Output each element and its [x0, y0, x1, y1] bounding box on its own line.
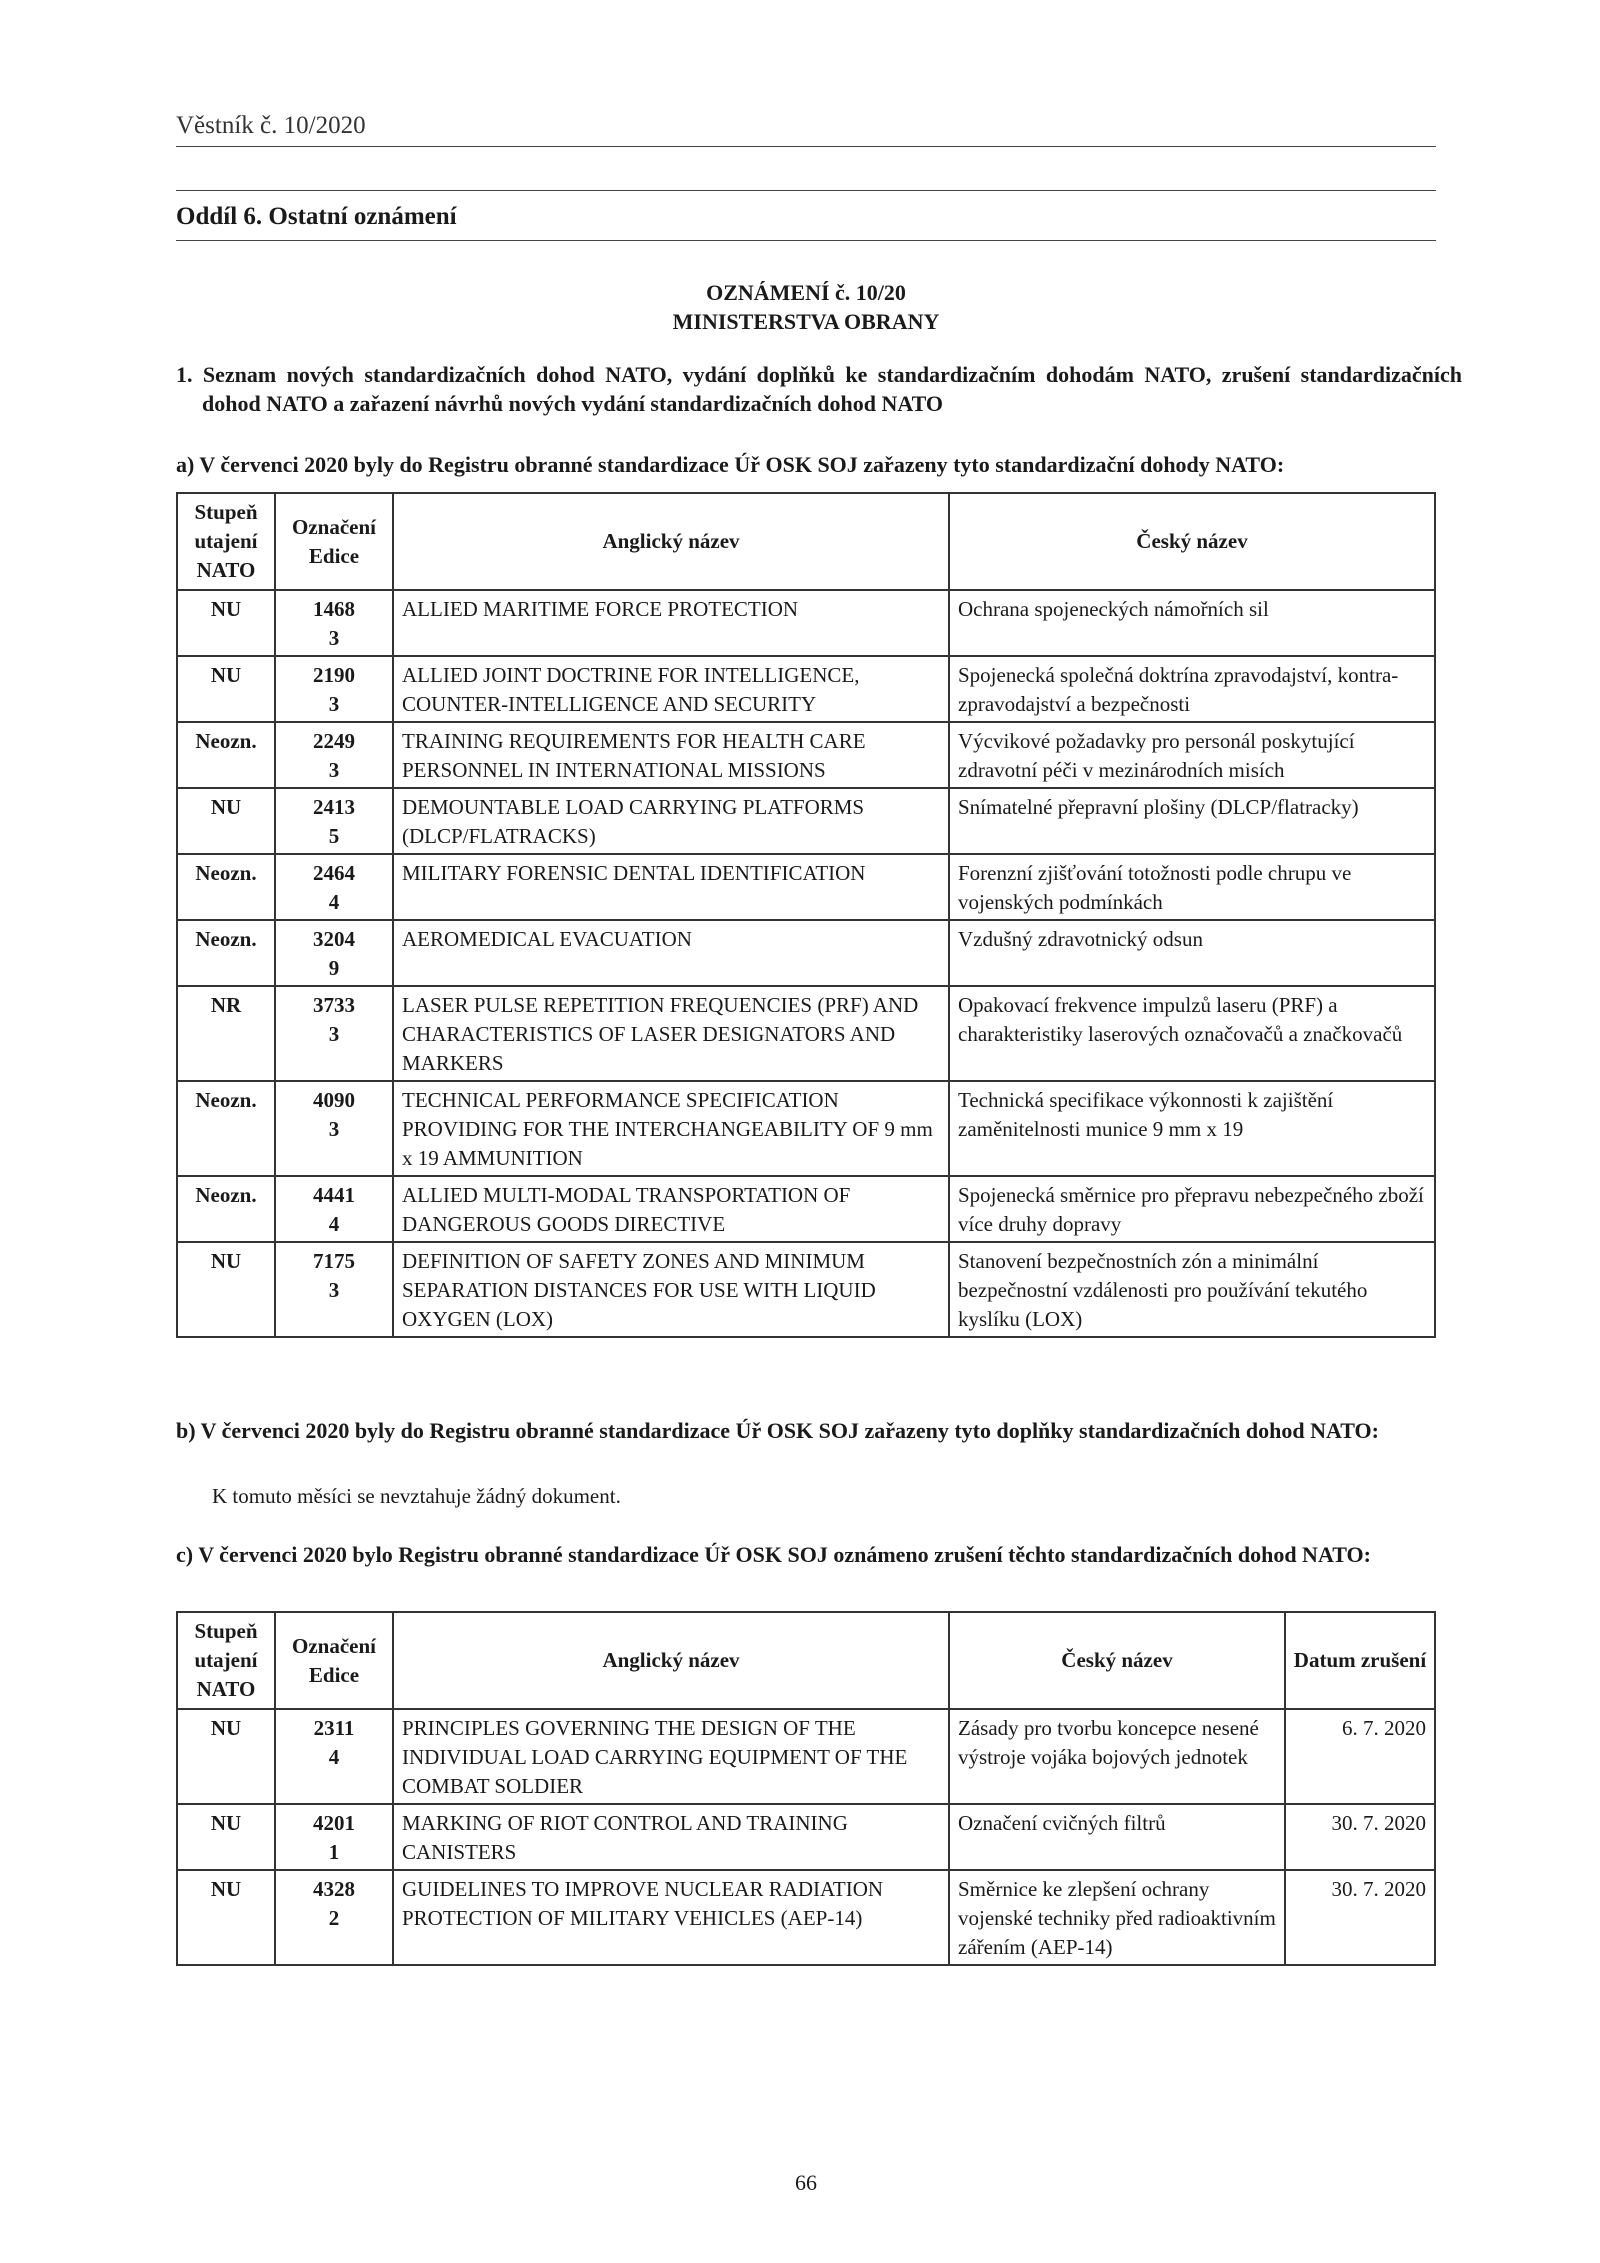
header-level: Stupeň utajení NATO [177, 1612, 275, 1709]
header-rule [176, 146, 1436, 147]
stanag-number: 7175 [313, 1249, 355, 1273]
table-row [177, 590, 1435, 656]
english-name-cell: GUIDELINES TO IMPROVE NUCLEAR RADIATION PROTECTION OF MILITARY VEHICLES (AEP-14) [393, 1870, 949, 1965]
czech-name-cell: Označení cvičných filtrů [949, 1804, 1285, 1870]
edition-number: 3 [328, 1022, 340, 1046]
czech-name-cell: Technická specifikace výkonnosti k zajištění zaměnitelnosti munice 9 mm x 19 [949, 1081, 1435, 1176]
header-level: Stupeň utajení NATO [177, 493, 275, 590]
mark-cell [275, 1242, 393, 1337]
edition-number: 5 [328, 824, 340, 848]
section-rule-bottom [176, 240, 1436, 241]
mark-cell [275, 854, 393, 920]
mark-cell [275, 920, 393, 986]
page-number: 66 [795, 2170, 817, 2195]
edition-number: 2 [328, 1906, 340, 1930]
mark-cell [275, 1081, 393, 1176]
table-row [177, 1176, 1435, 1242]
english-name-cell: ALLIED MULTI-MODAL TRANSPORTATION OF DANGEROUS GOODS DIRECTIVE [393, 1176, 949, 1242]
level-cell: Neozn. [177, 854, 275, 920]
header-english: Anglický název [393, 1612, 949, 1709]
table-header-row [177, 493, 1435, 590]
edition-number: 3 [328, 692, 340, 716]
mark-cell [275, 1804, 393, 1870]
mark-cell [275, 1870, 393, 1965]
czech-name-cell: Spojenecká společná doktrína zpravodajství, kontra-zpravodajství a bezpečnosti [949, 656, 1435, 722]
level-cell: NU [177, 1870, 275, 1965]
level-cell: Neozn. [177, 1176, 275, 1242]
section-b-heading: b) V červenci 2020 byly do Registru obranné standardizace Úř OSK SOJ zařazeny tyto doplňky standardizačních dohod NATO: [176, 1418, 1379, 1443]
notice-issuer: MINISTERSTVA OBRANY [672, 309, 940, 334]
english-name-cell: ALLIED MARITIME FORCE PROTECTION [393, 590, 949, 656]
czech-name-cell: Ochrana spojeneckých námořních sil [949, 590, 1435, 656]
table-row [177, 1242, 1435, 1337]
stanag-number: 4441 [313, 1183, 355, 1207]
level-cell: NU [177, 788, 275, 854]
table-row [177, 656, 1435, 722]
stanag-number: 2190 [313, 663, 355, 687]
edition-number: 3 [328, 1117, 340, 1141]
date-cell: 6. 7. 2020 [1285, 1709, 1435, 1804]
table-row [177, 920, 1435, 986]
intro-paragraph: 1. Seznam nových standardizačních dohod NATO, vydání doplňků ke standardizačním dohodám NATO, zrušení standardizačních dohod NATO a zařazení návrhů nových vydání standardizačních dohod NATO [176, 362, 1462, 416]
english-name-cell: MARKING OF RIOT CONTROL AND TRAINING CANISTERS [393, 1804, 949, 1870]
section-a-heading: a) V červenci 2020 byly do Registru obranné standardizace Úř OSK SOJ zařazeny tyto standardizační dohody NATO: [176, 452, 1285, 477]
english-name-cell: MILITARY FORENSIC DENTAL IDENTIFICATION [393, 854, 949, 920]
english-name-cell: AEROMEDICAL EVACUATION [393, 920, 949, 986]
level-cell: Neozn. [177, 1081, 275, 1176]
mark-cell [275, 986, 393, 1081]
date-cell: 30. 7. 2020 [1285, 1870, 1435, 1965]
edition-number: 3 [328, 1278, 340, 1302]
table-row [177, 854, 1435, 920]
english-name-cell: TRAINING REQUIREMENTS FOR HEALTH CARE PERSONNEL IN INTERNATIONAL MISSIONS [393, 722, 949, 788]
level-cell: NR [177, 986, 275, 1081]
date-cell: 30. 7. 2020 [1285, 1804, 1435, 1870]
czech-name-cell: Snímatelné přepravní plošiny (DLCP/flatracky) [949, 788, 1435, 854]
table-row [177, 788, 1435, 854]
level-cell: Neozn. [177, 722, 275, 788]
mark-cell [275, 590, 393, 656]
section-b-note: K tomuto měsíci se nevztahuje žádný dokument. [212, 1484, 621, 1508]
czech-name-cell: Spojenecká směrnice pro přepravu nebezpečného zboží více druhy dopravy [949, 1176, 1435, 1242]
english-name-cell: LASER PULSE REPETITION FREQUENCIES (PRF) AND CHARACTERISTICS OF LASER DESIGNATORS AND MARKERS [393, 986, 949, 1081]
mark-cell [275, 722, 393, 788]
stanag-number: 4328 [313, 1877, 355, 1901]
czech-name-cell: Výcvikové požadavky pro personál poskytující zdravotní péči v mezinárodních misích [949, 722, 1435, 788]
edition-number: 3 [328, 758, 340, 782]
header-mark: Označení Edice [275, 493, 393, 590]
mark-cell [275, 1176, 393, 1242]
standards-table [176, 492, 1436, 1338]
header-mark: Označení Edice [275, 1612, 393, 1709]
english-name-cell: DEFINITION OF SAFETY ZONES AND MINIMUM SEPARATION DISTANCES FOR USE WITH LIQUID OXYGEN (LOX) [393, 1242, 949, 1337]
edition-number: 3 [328, 626, 340, 650]
table-row [177, 1081, 1435, 1176]
czech-name-cell: Forenzní zjišťování totožnosti podle chrupu ve vojenských podmínkách [949, 854, 1435, 920]
header-date: Datum zrušení [1285, 1612, 1435, 1709]
edition-number: 4 [328, 1745, 340, 1769]
header-czech: Český název [949, 1612, 1285, 1709]
notice-title: OZNÁMENÍ č. 10/20 [706, 280, 906, 305]
header-english: Anglický název [393, 493, 949, 590]
table-row [177, 1870, 1435, 1965]
level-cell: NU [177, 590, 275, 656]
level-cell: Neozn. [177, 920, 275, 986]
stanag-number: 2311 [313, 1716, 355, 1740]
edition-number: 4 [328, 1212, 340, 1236]
mark-cell [275, 656, 393, 722]
level-cell: NU [177, 656, 275, 722]
stanag-number: 2413 [313, 795, 355, 819]
stanag-number: 2249 [313, 729, 355, 753]
level-cell: NU [177, 1804, 275, 1870]
english-name-cell: DEMOUNTABLE LOAD CARRYING PLATFORMS (DLCP/FLATRACKS) [393, 788, 949, 854]
header-czech: Český název [949, 493, 1435, 590]
section-title: Oddíl 6. Ostatní oznámení [176, 203, 457, 230]
czech-name-cell: Stanovení bezpečnostních zón a minimální bezpečnostní vzdálenosti pro používání tekutého kyslíku (LOX) [949, 1242, 1435, 1337]
section-c-heading: c) V červenci 2020 bylo Registru obranné standardizace Úř OSK SOJ oznámeno zrušení těchto standardizačních dohod NATO: [176, 1542, 1371, 1567]
czech-name-cell: Směrnice ke zlepšení ochrany vojenské techniky před radioaktivním zářením (AEP-14) [949, 1870, 1285, 1965]
table-row [177, 1804, 1435, 1870]
czech-name-cell: Vzdušný zdravotnický odsun [949, 920, 1435, 986]
mark-cell [275, 1709, 393, 1804]
stanag-number: 3204 [313, 927, 355, 951]
edition-number: 9 [328, 956, 340, 980]
stanag-number: 4090 [313, 1088, 355, 1112]
stanag-number: 1468 [313, 597, 355, 621]
table-row [177, 1709, 1435, 1804]
notice-heading [176, 278, 1436, 336]
table-row [177, 722, 1435, 788]
czech-name-cell: Zásady pro tvorbu koncepce nesené výstroje vojáka bojových jednotek [949, 1709, 1285, 1804]
mark-cell [275, 788, 393, 854]
section-rule-top [176, 190, 1436, 191]
english-name-cell: ALLIED JOINT DOCTRINE FOR INTELLIGENCE, COUNTER-INTELLIGENCE AND SECURITY [393, 656, 949, 722]
czech-name-cell: Opakovací frekvence impulzů laseru (PRF) a charakteristiky laserových označovačů a značkovačů [949, 986, 1435, 1081]
stanag-number: 3733 [313, 993, 355, 1017]
cancelled-standards-table [176, 1611, 1436, 1966]
level-cell: NU [177, 1242, 275, 1337]
table-header-row [177, 1612, 1435, 1709]
english-name-cell: TECHNICAL PERFORMANCE SPECIFICATION PROVIDING FOR THE INTERCHANGEABILITY OF 9 mm x 19 AMMUNITION [393, 1081, 949, 1176]
running-head: Věstník č. 10/2020 [176, 112, 366, 139]
english-name-cell: PRINCIPLES GOVERNING THE DESIGN OF THE INDIVIDUAL LOAD CARRYING EQUIPMENT OF THE COMBAT SOLDIER [393, 1709, 949, 1804]
edition-number: 1 [328, 1840, 340, 1864]
edition-number: 4 [328, 890, 340, 914]
level-cell: NU [177, 1709, 275, 1804]
table-row [177, 986, 1435, 1081]
stanag-number: 2464 [313, 861, 355, 885]
stanag-number: 4201 [313, 1811, 355, 1835]
